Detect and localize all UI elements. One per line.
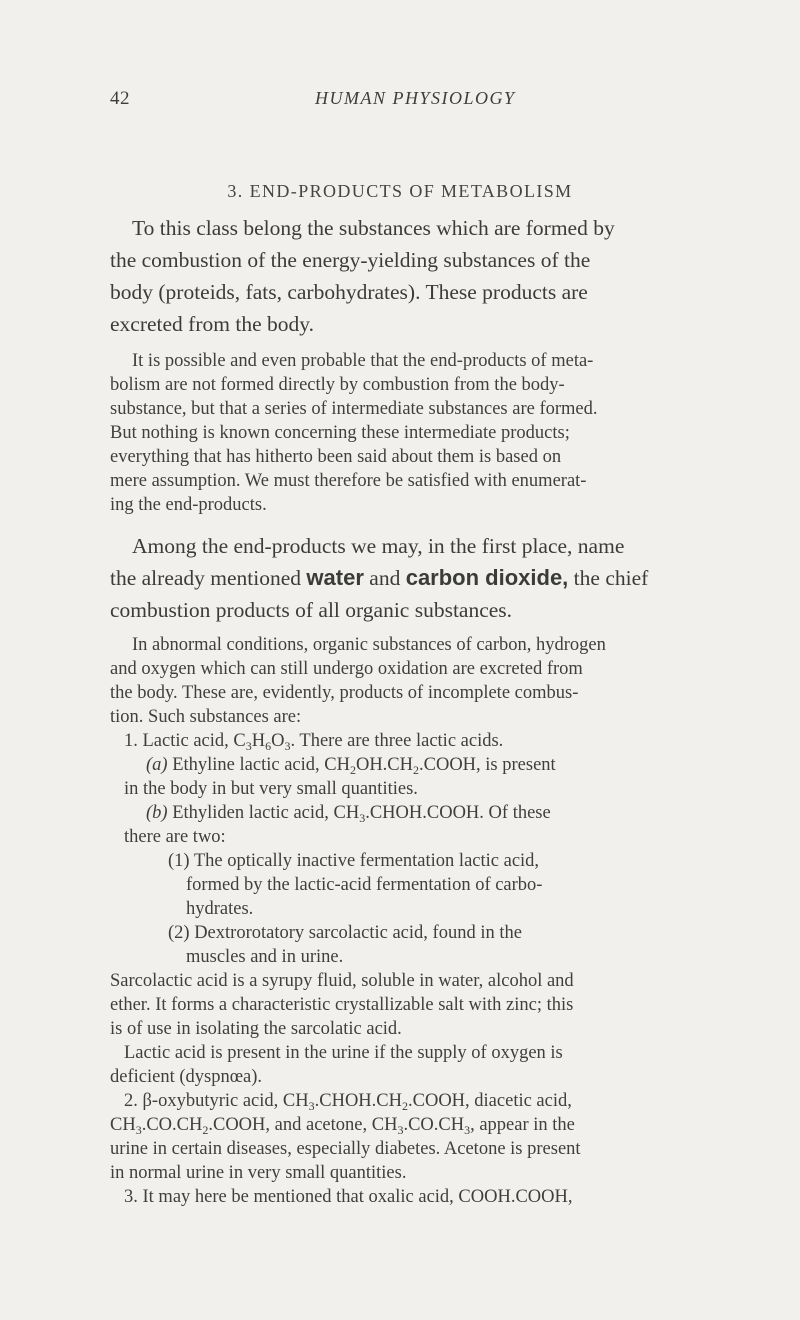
text-span: the chief (568, 566, 649, 590)
text-line: deficient (dyspnœa). (110, 1067, 263, 1087)
subscript: 3 (397, 1123, 404, 1137)
text-line: bolism are not formed directly by combustion from the body- (110, 375, 565, 395)
optical-item-1: (1) The optically inactive fermentation lactic acid, (168, 851, 540, 871)
text-line: Lactic acid is present in the urine if the supply of oxygen is (124, 1043, 563, 1063)
text-line: is of use in isolating the sarcolatic acid. (110, 1019, 402, 1039)
text-span: .COOH, is present (419, 755, 556, 775)
text-span: .CHOH.CH (314, 1091, 402, 1111)
running-head: HUMAN PHYSIOLOGY (315, 88, 516, 108)
text-line (110, 562, 694, 594)
text-span: and (363, 566, 406, 590)
sub-item-a (110, 753, 694, 777)
text-line (110, 1113, 694, 1137)
subscript: 3 (464, 1123, 471, 1137)
text-line: body (proteids, fats, carbohydrates). These products are (110, 280, 588, 304)
text-line: in the body in but very small quantities. (124, 779, 418, 799)
text-line: substance, but that a series of intermediate substances are formed. (110, 399, 598, 419)
emphasis-water: water (306, 565, 364, 590)
text-line: tion. Such substances are: (110, 707, 302, 727)
text-span: H (251, 731, 266, 751)
text-line: It is possible and even probable that the end-products of meta- (132, 351, 594, 371)
item-label: (b) (146, 803, 168, 823)
text-line: hydrates. (186, 899, 254, 919)
text-line: and oxygen which can still undergo oxidation are excreted from (110, 659, 583, 679)
text-line: the combustion of the energy-yielding substances of the (110, 248, 591, 272)
text-span: 1. Lactic acid, C (124, 731, 246, 751)
text-span: O (271, 731, 285, 751)
text-span: , appear in the (470, 1115, 575, 1135)
list-item-oxybutyric-acid (110, 1089, 694, 1113)
text-span: Ethyliden lactic acid, CH (167, 803, 360, 823)
text-span: . There are three lactic acids. (290, 731, 504, 751)
small-print-note (110, 349, 694, 517)
text-span: .CO.CH (141, 1115, 203, 1135)
text-line: ing the end-products. (110, 495, 267, 515)
text-span: the already mentioned (110, 566, 307, 590)
text-span: .COOH, diacetic acid, (408, 1091, 572, 1111)
list-item-lactic-acid (110, 729, 694, 753)
text-span: OH.CH (355, 755, 413, 775)
among-paragraph (110, 530, 694, 626)
text-line: Sarcolactic acid is a syrupy fluid, soluble in water, alcohol and (110, 971, 574, 991)
subscript: 2 (349, 763, 356, 777)
list-item-oxalic-acid: 3. It may here be mentioned that oxalic acid, COOH.COOH, (124, 1187, 573, 1207)
text-span: .CO.CH (403, 1115, 465, 1135)
text-line: excreted from the body. (110, 312, 314, 336)
subscript: 2 (402, 1099, 408, 1113)
text-line: In abnormal conditions, organic substances of carbon, hydrogen (132, 635, 606, 655)
sub-item-b (110, 801, 694, 825)
text-line: To this class belong the substances which are formed by (132, 216, 615, 240)
text-span: Ethyline lactic acid, CH (167, 755, 350, 775)
section-title: 3. END-PRODUCTS OF METABOLISM (227, 181, 573, 201)
text-line: in normal urine in very small quantities. (110, 1163, 407, 1183)
text-span: .COOH, and acetone, CH (208, 1115, 398, 1135)
text-line: ether. It forms a characteristic crystallizable salt with zinc; this (110, 995, 574, 1015)
text-line: formed by the lactic-acid fermentation of carbo- (186, 875, 543, 895)
page-number: 42 (110, 88, 130, 109)
intro-paragraph (110, 212, 694, 340)
item-label: (a) (146, 755, 168, 775)
subscript: 2 (413, 763, 419, 777)
text-line: mere assumption. We must therefore be satisfied with enumerat- (110, 471, 587, 491)
subscript: 3 (245, 739, 252, 753)
optical-item-2: (2) Dextrorotatory sarcolactic acid, found in the (168, 923, 522, 943)
text-line: everything that has hitherto been said about them is based on (110, 447, 562, 467)
text-line: muscles and in urine. (186, 947, 344, 967)
subscript: 3 (359, 811, 366, 825)
text-line: there are two: (124, 827, 226, 847)
page-header (110, 88, 700, 110)
subscript: 2 (202, 1123, 209, 1137)
text-line: Among the end-products we may, in the first place, name (132, 534, 625, 558)
subscript: 3 (284, 739, 291, 753)
text-line: combustion products of all organic substances. (110, 598, 513, 622)
abnormal-conditions-section (110, 633, 694, 1209)
text-line: But nothing is known concerning these intermediate products; (110, 423, 570, 443)
text-line: the body. These are, evidently, products of incomplete combus- (110, 683, 579, 703)
emphasis-carbon-dioxide: carbon dioxide, (405, 565, 569, 590)
text-span: .CHOH.COOH. Of these (365, 803, 551, 823)
text-span: CH (110, 1115, 136, 1135)
subscript: 6 (265, 739, 272, 753)
subscript: 3 (135, 1123, 142, 1137)
text-span: 2. β-oxybutyric acid, CH (124, 1091, 309, 1111)
text-line: urine in certain diseases, especially diabetes. Acetone is present (110, 1139, 581, 1159)
subscript: 3 (308, 1099, 315, 1113)
